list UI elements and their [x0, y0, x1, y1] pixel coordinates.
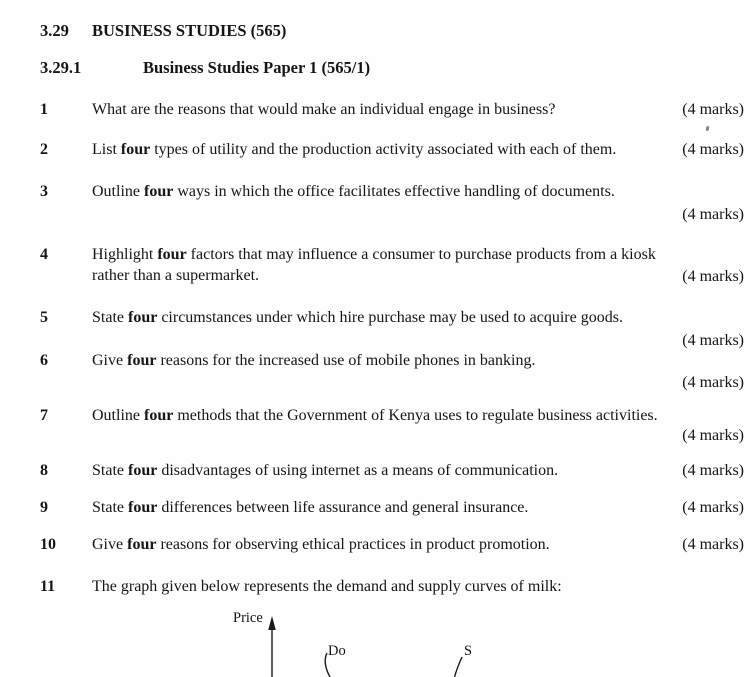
marks-label: (4 marks) — [682, 462, 744, 479]
question-bold-word: four — [128, 462, 158, 479]
marks-label: (4 marks) — [682, 536, 744, 553]
question-text-segment: reasons for the increased use of mobile phones in banking. — [156, 352, 536, 369]
question-text — [92, 405, 744, 426]
y-axis-arrowhead-icon — [268, 616, 276, 630]
subsection-number: 3.29.1 — [40, 58, 82, 77]
question-row-7 — [40, 405, 744, 444]
question-number: 1 — [40, 101, 48, 118]
question-text — [92, 181, 744, 202]
marks-label: (4 marks) — [682, 101, 744, 118]
question-bold-word: four — [128, 309, 158, 326]
question-number: 2 — [40, 141, 48, 158]
question-row-11 — [40, 576, 744, 597]
subsection-header — [40, 57, 744, 78]
question-row-6 — [40, 350, 744, 391]
question-text-segment: differences between life assurance and general insurance. — [157, 499, 529, 516]
question-bold-word: four — [144, 183, 174, 200]
marks-label: (4 marks) — [682, 206, 744, 223]
question-text-segment: What are the reasons that would make an individual engage in business? — [92, 101, 556, 118]
question-number: 11 — [40, 578, 56, 595]
question-row-8 — [40, 460, 744, 481]
question-number: 9 — [40, 499, 48, 516]
question-text-segment: State — [92, 499, 128, 516]
question-text — [92, 307, 744, 328]
question-text — [92, 497, 744, 518]
question-row-2 — [40, 139, 744, 160]
question-text — [92, 139, 744, 160]
marks-label: (4 marks) — [682, 332, 744, 349]
question-row-10 — [40, 534, 744, 555]
subsection-title: Business Studies Paper 1 (565/1) — [143, 58, 371, 77]
question-bold-word: four — [157, 246, 187, 263]
marks-label: (4 marks) — [682, 499, 744, 516]
question-text-segment: circumstances under which hire purchase may be used to acquire goods. — [157, 309, 623, 326]
question-text-segment: factors that may influence a consumer to purchase products from a kiosk — [186, 246, 656, 263]
question-text-segment: Outline — [92, 407, 144, 424]
demand-curve-label: Do — [328, 643, 346, 659]
question-number: 10 — [40, 536, 56, 553]
question-row-4 — [40, 244, 744, 286]
question-text-segment: List — [92, 141, 121, 158]
question-text-segment: types of utility and the production activity associated with each of them. — [150, 141, 617, 158]
question-text-segment: ways in which the office facilitates effective handling of documents. — [173, 183, 615, 200]
question-text-segment: reasons for observing ethical practices in product promotion. — [156, 536, 550, 553]
question-text-segment: Outline — [92, 183, 144, 200]
question-bold-word: four — [127, 536, 157, 553]
question-row-1 — [40, 99, 744, 120]
question-number: 5 — [40, 309, 48, 326]
supply-demand-graph — [0, 600, 752, 677]
question-text-segment: methods that the Government of Kenya uses to regulate business activities. — [173, 407, 658, 424]
question-row-3 — [40, 181, 744, 223]
supply-curve — [455, 657, 463, 677]
question-text-segment: State — [92, 462, 128, 479]
question-bold-word: four — [120, 141, 151, 158]
question-number: 8 — [40, 462, 48, 479]
question-text — [92, 534, 744, 555]
question-number: 4 — [40, 246, 48, 263]
scan-speck — [706, 126, 710, 132]
question-text-segment: Give — [92, 352, 128, 369]
marks-label: (4 marks) — [682, 141, 744, 158]
question-text: The graph given below represents the demand and supply curves of milk: — [92, 578, 562, 595]
question-text — [92, 99, 744, 120]
section-number: 3.29 — [40, 21, 69, 40]
question-text — [92, 244, 744, 265]
marks-label: (4 marks) — [682, 374, 744, 391]
question-bold-word: four — [127, 352, 157, 369]
question-number: 7 — [40, 407, 48, 424]
question-number: 6 — [40, 352, 48, 369]
marks-label: (4 marks) — [682, 268, 744, 285]
section-title: BUSINESS STUDIES (565) — [92, 21, 287, 40]
price-axis-label: Price — [233, 610, 263, 626]
question-bold-word: four — [128, 499, 158, 516]
supply-curve-label: S — [464, 643, 473, 659]
question-text — [92, 350, 744, 371]
marks-label: (4 marks) — [682, 427, 744, 444]
question-row-9 — [40, 497, 744, 518]
question-row-5 — [40, 307, 744, 349]
question-text-segment: Give — [92, 536, 128, 553]
question-text — [92, 460, 744, 481]
question-bold-word: four — [144, 407, 174, 424]
question-text-segment: Highlight — [92, 246, 158, 263]
question-number: 3 — [40, 183, 48, 200]
question-text-segment: State — [92, 309, 128, 326]
question-text-line2: rather than a supermarket. — [92, 267, 260, 284]
question-text-segment: disadvantages of using internet as a means of communication. — [157, 462, 559, 479]
section-header — [40, 20, 744, 41]
